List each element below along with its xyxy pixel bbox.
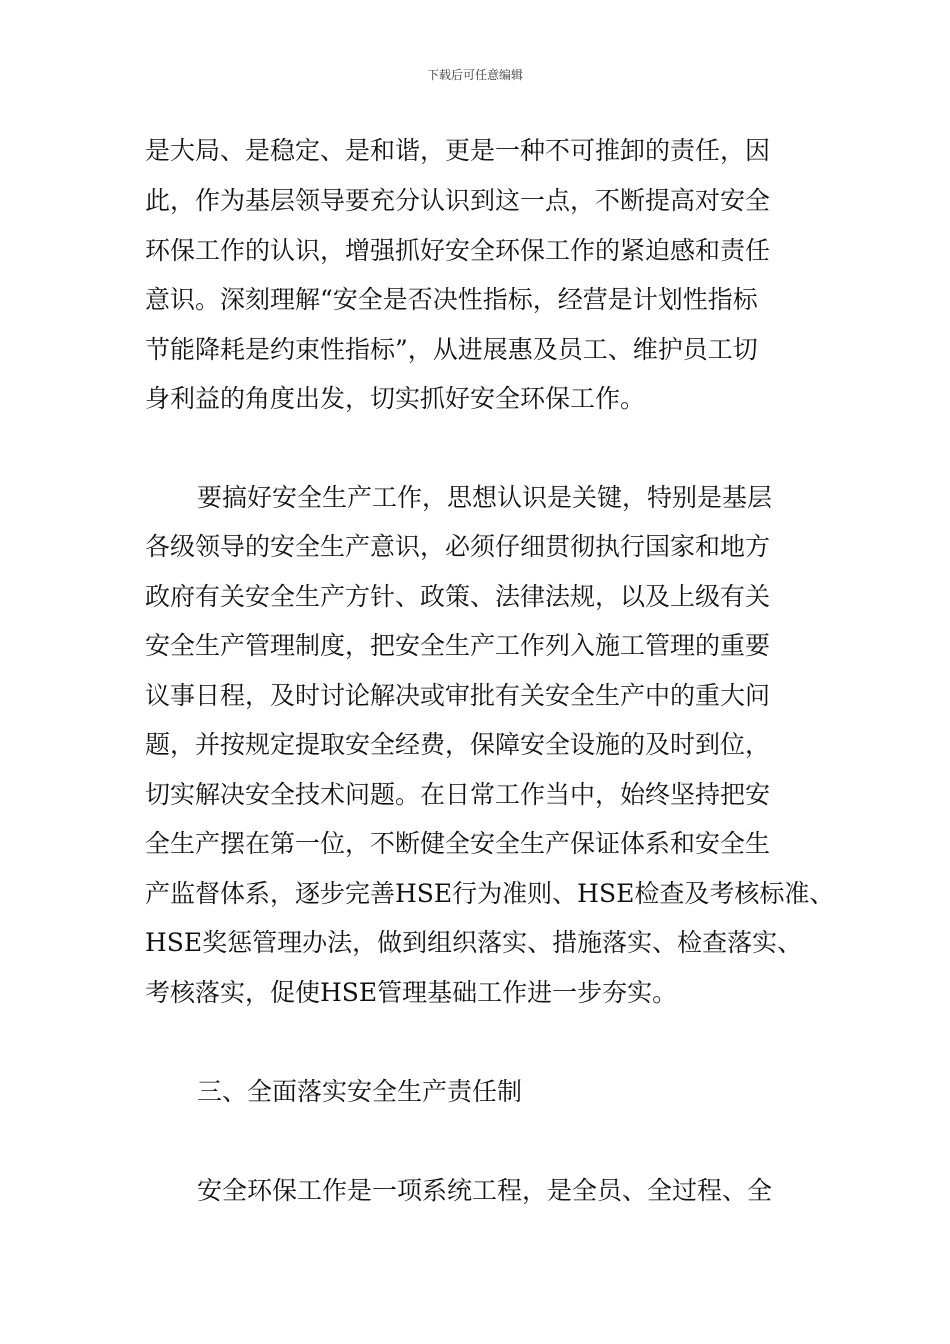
paragraph-line: 全生产摆在第一位，不断健全安全生产保证体系和安全生 xyxy=(145,829,771,858)
paragraph-line: 是大局、是稳定、是和谐，更是一种不可推卸的责任，因 xyxy=(145,136,771,165)
paragraph-line: 题，并按规定提取安全经费，保障安全设施的及时到位， xyxy=(145,730,771,759)
paragraph-line: 产监督体系，逐步完善HSE行为准则、HSE检查及考核标准、 xyxy=(145,879,835,908)
paragraph-line: 身利益的角度出发，切实抓好安全环保工作。 xyxy=(145,384,646,413)
paragraph-line: 切实解决安全技术问题。在日常工作当中，始终坚持把安 xyxy=(145,780,771,809)
paragraph-line: 各级领导的安全生产意识，必须仔细贯彻执行国家和地方 xyxy=(145,532,771,561)
paragraph-line: 安全环保工作是一项系统工程，是全员、全过程、全 xyxy=(197,1176,773,1205)
section-heading: 三、全面落实安全生产责任制 xyxy=(197,1077,523,1106)
paragraph-line: 此，作为基层领导要充分认识到这一点，不断提高对安全 xyxy=(145,186,771,215)
paragraph-line: 环保工作的认识，增强抓好安全环保工作的紧迫感和责任 xyxy=(145,236,771,265)
paragraph-line: 考核落实，促使HSE管理基础工作进一步夯实。 xyxy=(145,978,678,1007)
paragraph-line: HSE奖惩管理办法，做到组织落实、措施落实、检查落实、 xyxy=(145,928,803,957)
paragraph-line: 政府有关安全生产方针、政策、法律法规，以及上级有关 xyxy=(145,582,771,611)
paragraph-line: 安全生产管理制度，把安全生产工作列入施工管理的重要 xyxy=(145,631,771,660)
paragraph-line: 节能降耗是约束性指标”，从进展惠及员工、维护员工切 xyxy=(145,335,758,364)
paragraph-line: 要搞好安全生产工作，思想认识是关键，特别是基层 xyxy=(197,483,773,512)
paragraph-line: 意识。深刻理解“安全是否决性指标，经营是计划性指标 xyxy=(145,285,758,314)
page-header: 下载后可任意编辑 xyxy=(426,68,523,82)
paragraph-line: 议事日程，及时讨论解决或审批有关安全生产中的重大问 xyxy=(145,681,771,710)
